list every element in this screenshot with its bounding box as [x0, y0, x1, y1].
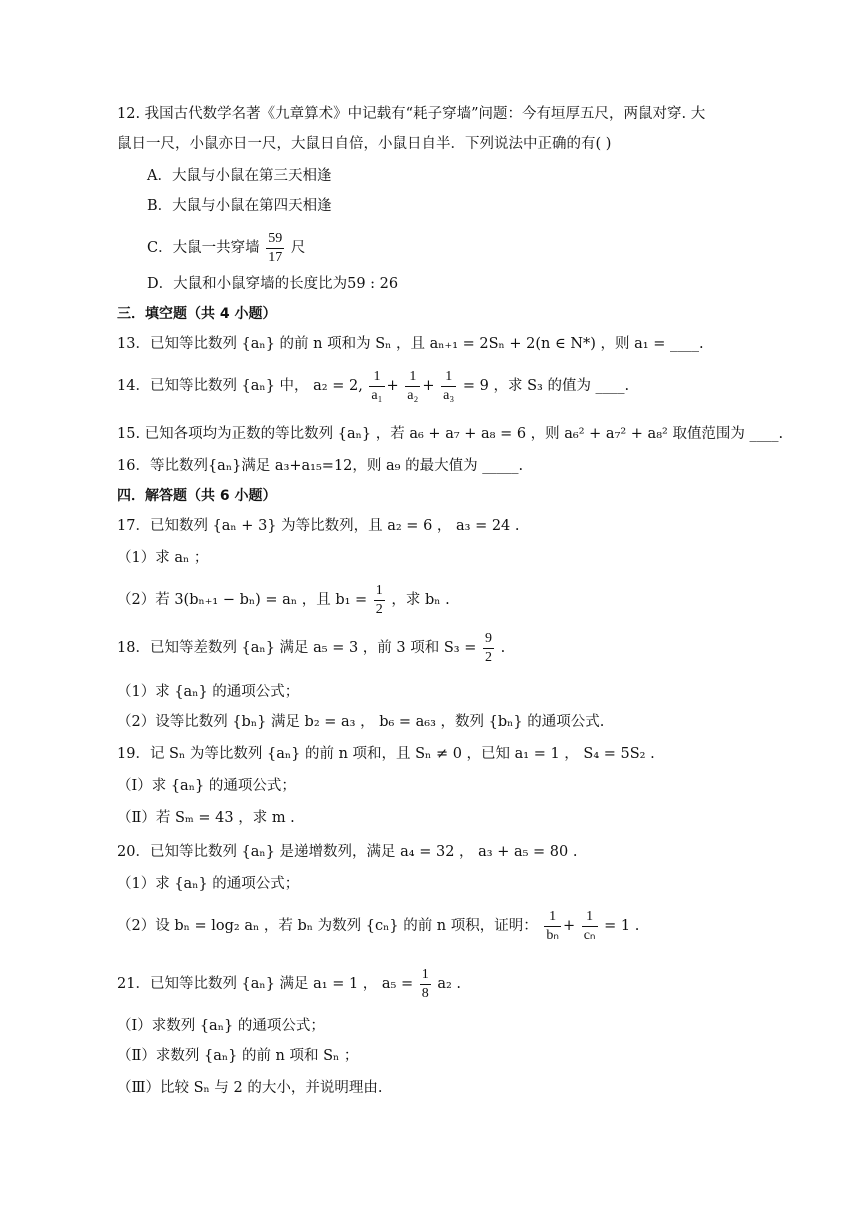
q14-line: 14．已知等比数列 {aₙ} 中， a₂ = 2, $\frac{1}{\text{a₁}}$ + $\frac{1}{\text{a₂}}$ + $\frac{1}{\text{a₃}}$ = 9 ，求 S₃ 的值为 ____.	[117, 368, 630, 403]
q20-part2-post: = 1 .	[604, 918, 640, 934]
q14-pre: 14．已知等比数列 {aₙ} 中， a₂ = 2,	[117, 378, 363, 394]
q17-part2-post: ，求 bₙ .	[391, 592, 450, 608]
q20-part1: （1）求 {aₙ} 的通项公式；	[117, 876, 300, 892]
q12-line1: 12. 我国古代数学名著《九章算术》中记载有“耗子穿墙”问题：今有垣厚五尺，两鼠对穿. 大	[117, 106, 706, 122]
q20-text: 20．已知等比数列 {aₙ} 是递增数列，满足 a₄ = 32 ， a₃ + a₅ = 80 .	[117, 844, 578, 860]
q21-part1: （Ⅰ）求数列 {aₙ} 的通项公式；	[117, 1018, 325, 1034]
q21-fraction	[420, 968, 431, 1001]
q21-part3: （Ⅲ）比较 Sₙ 与 2 的大小，并说明理由.	[117, 1080, 383, 1096]
q18-part1: （1）求 {aₙ} 的通项公式；	[117, 684, 300, 700]
fraction-numerator: 1	[582, 910, 598, 927]
fraction-denominator: 8	[421, 985, 429, 1001]
q21-post: a₂ .	[437, 976, 462, 992]
section-fill-in-title: 三．填空题（共 4 小题）	[117, 306, 277, 322]
q20-fraction-1	[544, 910, 561, 943]
fraction-denominator: 2	[375, 601, 383, 617]
fraction-numerator: 1	[441, 370, 456, 387]
q15-text: 15. 已知各项均为正数的等比数列 {aₙ} ，若 a₆ + a₇ + a₈ = 6 ，则 a₆² + a₇² + a₈² 取值范围为 ____.	[117, 426, 784, 442]
q19-part2: （Ⅱ）若 Sₘ = 43 ，求 m .	[117, 810, 295, 826]
fraction-denominator: 17	[268, 249, 283, 265]
fraction-numerator: 1	[544, 910, 561, 927]
q12-option-a: A．大鼠与小鼠在第三天相逢	[147, 168, 332, 184]
fraction-numerator: 9	[483, 632, 494, 649]
q21-line	[117, 962, 461, 1006]
q21-part2: （Ⅱ）求数列 {aₙ} 的前 n 项和 Sₙ ；	[117, 1048, 359, 1064]
q12-option-d: D．大鼠和小鼠穿墙的长度比为59 : 26	[147, 276, 399, 292]
fraction-numerator: 1	[369, 370, 384, 387]
fraction-denominator: 2	[484, 649, 492, 665]
q14-fraction-2	[405, 370, 420, 403]
fraction-denominator: cₙ	[583, 927, 596, 943]
q12-option-c-unit: 尺	[290, 240, 306, 256]
q14-fraction-3	[441, 370, 456, 403]
q18-part2: （2）设等比数列 {bₙ} 满足 b₂ = a₃ ， b₆ = a₆₃ ，数列 {bₙ} 的通项公式.	[117, 714, 605, 730]
q19-part1: （Ⅰ）求 {aₙ} 的通项公式；	[117, 778, 296, 794]
fraction-numerator: 1	[374, 584, 385, 601]
q17-part2	[117, 578, 450, 622]
q12-option-c-fraction	[266, 232, 284, 265]
q17-part2-fraction	[374, 584, 385, 617]
q12-option-c	[147, 226, 305, 270]
q20-part2-pre: （2）设 bₙ = log₂ aₙ ，若 bₙ 为数列 {cₙ} 的前 n 项积，证明：	[117, 918, 538, 934]
q12-option-b: B．大鼠与小鼠在第四天相逢	[147, 198, 332, 214]
q17-text: 17．已知数列 {aₙ + 3} 为等比数列，且 a₂ = 6 ， a₃ = 24 .	[117, 518, 520, 534]
fraction-denominator: a₁	[371, 387, 383, 403]
fraction-numerator: 1	[420, 968, 431, 985]
fraction-numerator: 59	[266, 232, 284, 249]
q20-fraction-2	[582, 910, 598, 943]
q18-post: .	[500, 640, 506, 656]
q20-part2: （2）设 bₙ = log₂ aₙ ，若 bₙ 为数列 {cₙ} 的前 n 项积，证明： $\frac{1}{\text{bₙ}}$ + $\frac{1}{\text{cₙ}}$ = 1 .	[117, 908, 640, 943]
fraction-denominator: a₂	[407, 387, 419, 403]
q14-post: = 9 ，求 S₃ 的值为 ____.	[462, 378, 630, 394]
fraction-denominator: a₃	[443, 387, 455, 403]
q13-text: 13．已知等比数列 {aₙ} 的前 n 项和为 Sₙ ，且 aₙ₊₁ = 2Sₙ + 2(n ∈ N*) ，则 a₁ = ____.	[117, 336, 704, 352]
q18-pre: 18．已知等差数列 {aₙ} 满足 a₅ = 3 ，前 3 项和 S₃ =	[117, 640, 477, 656]
fraction-numerator: 1	[405, 370, 420, 387]
q17-part2-pre: （2）若 3(bₙ₊₁ − bₙ) = aₙ ，且 b₁ =	[117, 592, 368, 608]
q14-fraction-1	[369, 370, 384, 403]
q18-line	[117, 626, 505, 670]
q19-text: 19．记 Sₙ 为等比数列 {aₙ} 的前 n 项和，且 Sₙ ≠ 0 ，已知 a₁ = 1 ， S₄ = 5S₂ .	[117, 746, 655, 762]
q17-part1: （1）求 aₙ ；	[117, 550, 209, 566]
q16-text: 16．等比数列{aₙ}满足 a₃+a₁₅=12，则 a₉ 的最大值为 _____.	[117, 458, 524, 474]
fraction-denominator: bₙ	[546, 927, 559, 943]
q21-pre: 21．已知等比数列 {aₙ} 满足 a₁ = 1 ， a₅ =	[117, 976, 414, 992]
q12-line2: 鼠日一尺，小鼠亦日一尺，大鼠日自倍，小鼠日自半．下列说法中正确的有( )	[117, 136, 612, 152]
q12-option-c-text: C．大鼠一共穿墙	[147, 240, 260, 256]
q18-fraction	[483, 632, 494, 665]
section-answer-title: 四．解答题（共 6 小题）	[117, 488, 277, 504]
